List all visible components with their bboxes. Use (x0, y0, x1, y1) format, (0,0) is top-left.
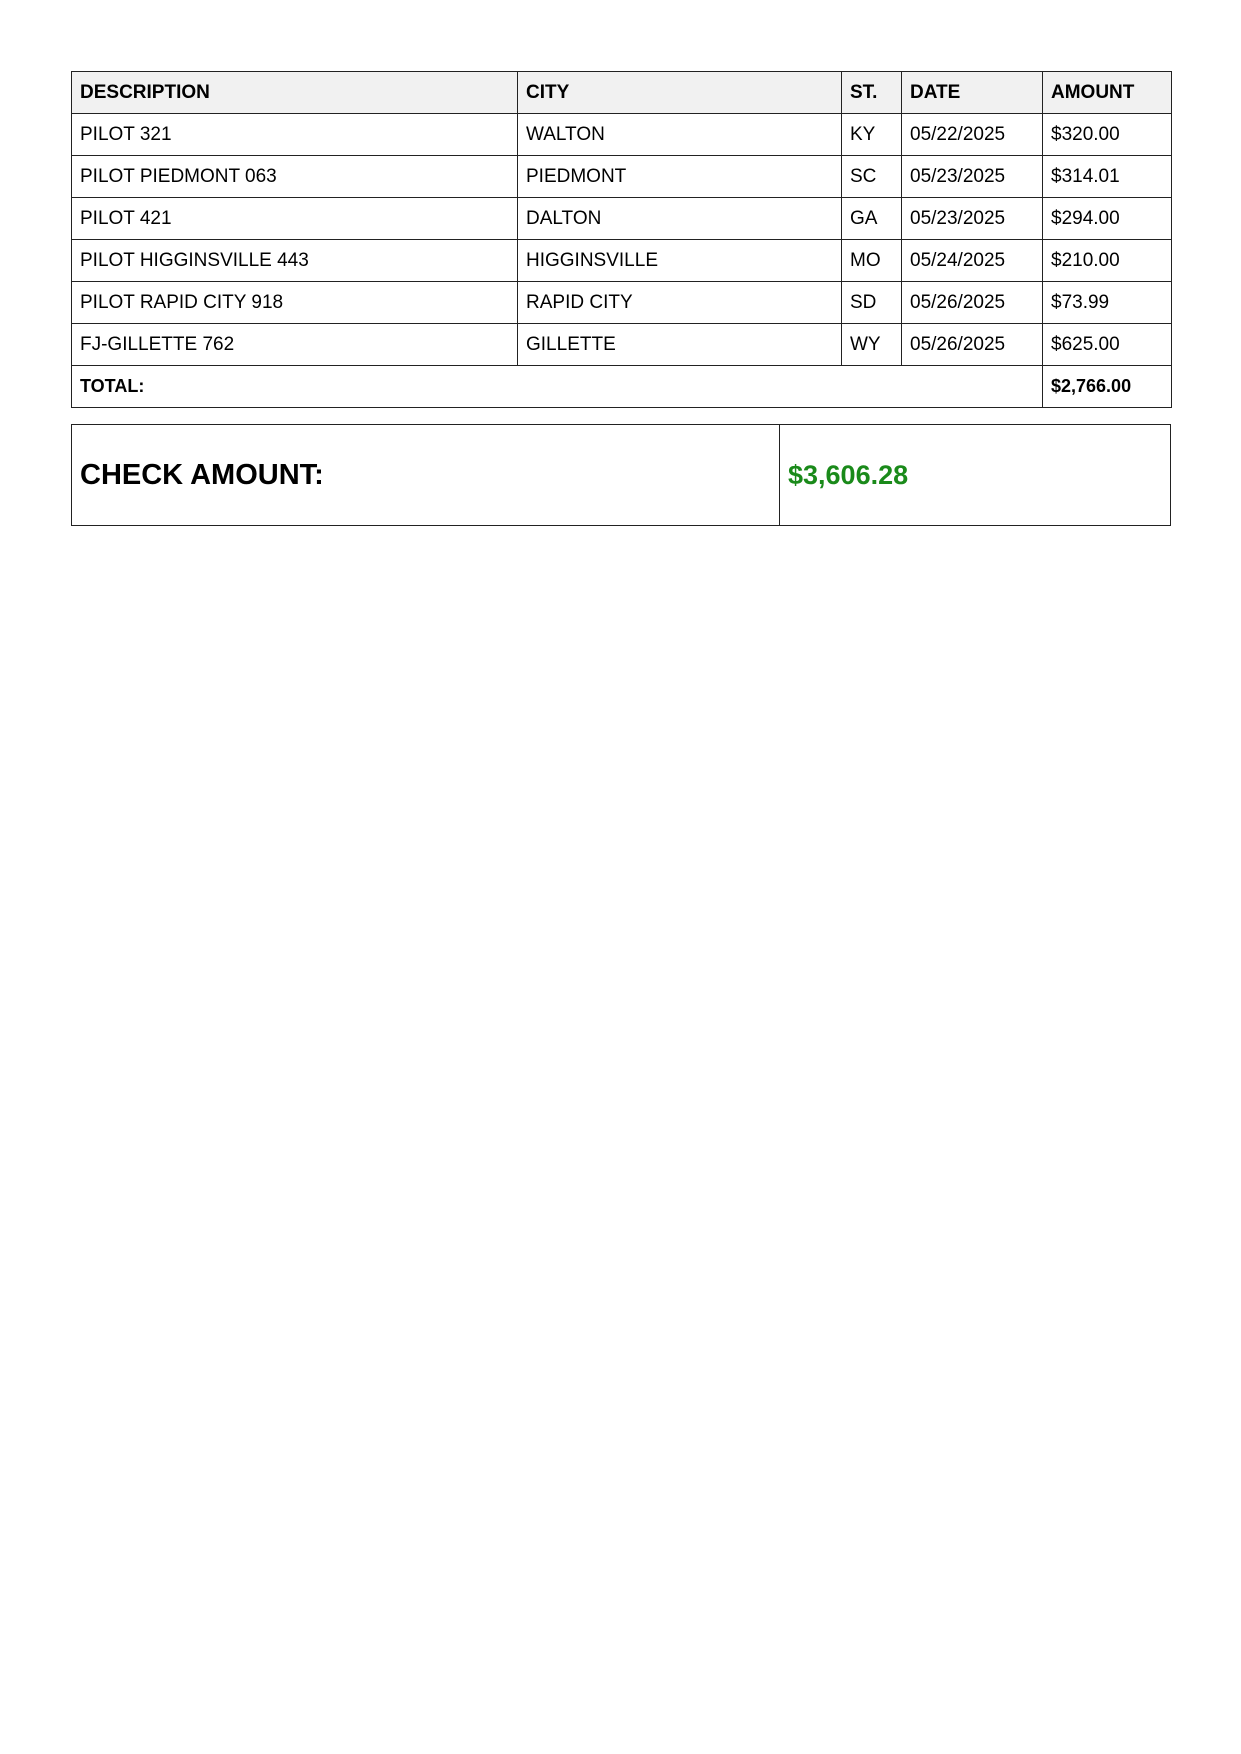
table-header-row (72, 72, 1172, 114)
cell-amount: $294.00 (1043, 198, 1172, 240)
column-header-city: CITY (518, 72, 842, 114)
total-row (72, 366, 1172, 408)
table-row (72, 198, 1172, 240)
table-row (72, 240, 1172, 282)
cell-description: PILOT 321 (72, 114, 518, 156)
cell-amount: $314.01 (1043, 156, 1172, 198)
cell-description: PILOT HIGGINSVILLE 443 (72, 240, 518, 282)
cell-date: 05/22/2025 (902, 114, 1043, 156)
cell-state: SD (842, 282, 902, 324)
cell-city: PIEDMONT (518, 156, 842, 198)
cell-city: GILLETTE (518, 324, 842, 366)
cell-city: RAPID CITY (518, 282, 842, 324)
fuel-purchases-table (71, 71, 1172, 408)
cell-city: DALTON (518, 198, 842, 240)
check-amount-label: CHECK AMOUNT: (72, 425, 780, 525)
check-amount-box (71, 424, 1171, 526)
cell-description: FJ-GILLETTE 762 (72, 324, 518, 366)
column-header-state: ST. (842, 72, 902, 114)
cell-description: PILOT PIEDMONT 063 (72, 156, 518, 198)
cell-amount: $320.00 (1043, 114, 1172, 156)
cell-state: KY (842, 114, 902, 156)
check-amount-value: $3,606.28 (788, 459, 909, 490)
total-value: $2,766.00 (1043, 366, 1172, 408)
table-row (72, 282, 1172, 324)
cell-date: 05/26/2025 (902, 282, 1043, 324)
cell-description: PILOT RAPID CITY 918 (72, 282, 518, 324)
column-header-amount: AMOUNT (1043, 72, 1172, 114)
cell-city: WALTON (518, 114, 842, 156)
cell-date: 05/24/2025 (902, 240, 1043, 282)
table-row (72, 156, 1172, 198)
cell-date: 05/26/2025 (902, 324, 1043, 366)
cell-state: SC (842, 156, 902, 198)
cell-city: HIGGINSVILLE (518, 240, 842, 282)
cell-state: GA (842, 198, 902, 240)
column-header-date: DATE (902, 72, 1043, 114)
table-row (72, 324, 1172, 366)
cell-amount: $73.99 (1043, 282, 1172, 324)
cell-description: PILOT 421 (72, 198, 518, 240)
cell-amount: $210.00 (1043, 240, 1172, 282)
cell-date: 05/23/2025 (902, 198, 1043, 240)
table-row (72, 114, 1172, 156)
cell-amount: $625.00 (1043, 324, 1172, 366)
column-header-description: DESCRIPTION (72, 72, 518, 114)
cell-date: 05/23/2025 (902, 156, 1043, 198)
cell-state: WY (842, 324, 902, 366)
cell-state: MO (842, 240, 902, 282)
total-label: TOTAL: (72, 366, 1043, 408)
